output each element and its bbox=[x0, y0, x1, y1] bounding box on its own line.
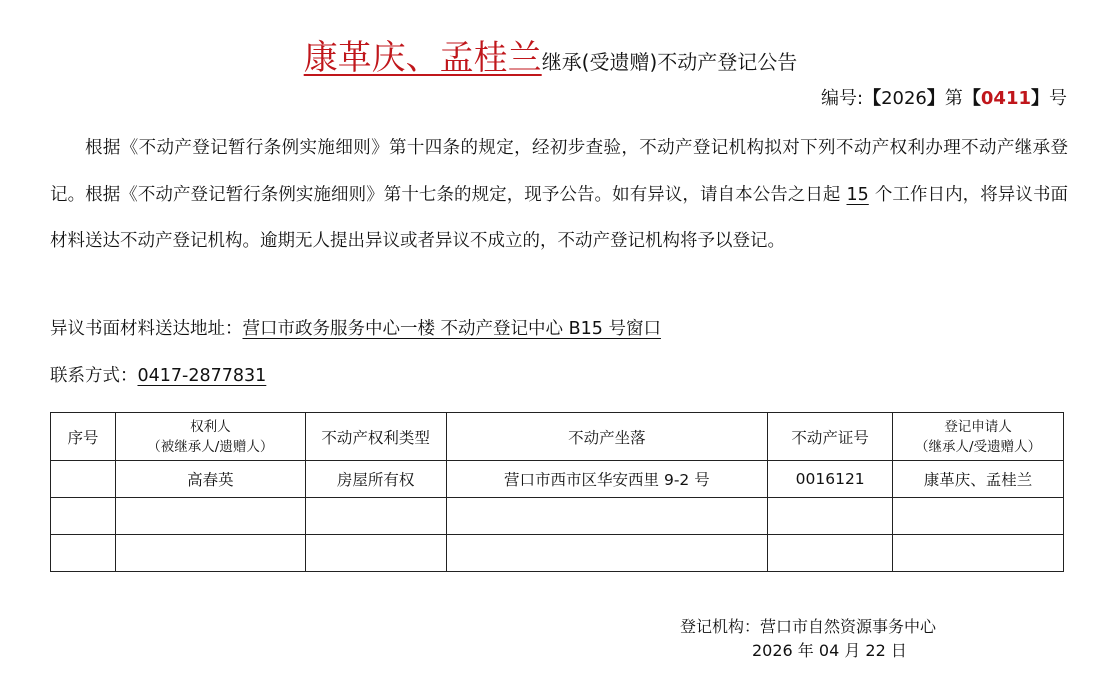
agency-label: 登记机构： bbox=[680, 617, 761, 636]
empty-cell bbox=[768, 498, 893, 535]
header-applicant bbox=[893, 413, 1064, 461]
cell-seq bbox=[51, 461, 116, 498]
title-suffix: 继承(受遗赠)不动产登记公告 bbox=[541, 50, 798, 74]
body-text-part2: 个工作日内，将异议书面材料送达不动产登记机构。逾期无人提出异议或者异议不成立的，不动产登记机构将予以登记。 bbox=[50, 184, 1069, 251]
announcement-date: 2026 年 04 月 22 日 bbox=[752, 641, 907, 660]
doc-serial-number: 0411 bbox=[980, 88, 1031, 109]
objection-days: 15 bbox=[846, 184, 869, 205]
empty-cell bbox=[305, 498, 446, 535]
doc-year-close-bracket: 】 bbox=[926, 88, 945, 109]
empty-cell bbox=[115, 535, 305, 572]
registration-agency bbox=[680, 614, 936, 637]
header-applicant-line1: 登记申请人 bbox=[944, 418, 1012, 435]
empty-cell bbox=[768, 535, 893, 572]
cell-cert-no: 0016121 bbox=[768, 461, 893, 498]
cell-applicant: 康革庆、孟桂兰 bbox=[893, 461, 1064, 498]
header-owner bbox=[115, 413, 305, 461]
document-number bbox=[821, 84, 1067, 110]
announcement-title bbox=[0, 30, 1101, 79]
body-text-part1: 根据《不动产登记暂行条例实施细则》第十四条的规定，经初步查验，不动产登记机构拟对下列不动产权利办理不动产继承登记。根据《不动产登记暂行条例实施细则》第十七条的规定，现予公告。如有异议，请自本公告之日起 bbox=[50, 138, 1068, 205]
table-row bbox=[51, 461, 1064, 498]
doc-number-suffix: 号 bbox=[1049, 88, 1067, 109]
empty-cell bbox=[51, 498, 116, 535]
empty-cell bbox=[115, 498, 305, 535]
contact-label: 联系方式： bbox=[50, 366, 138, 386]
cell-owner: 高春英 bbox=[115, 461, 305, 498]
table-row-empty bbox=[51, 535, 1064, 572]
cell-location: 营口市西市区华安西里 9-2 号 bbox=[446, 461, 768, 498]
cell-right-type: 房屋所有权 bbox=[305, 461, 446, 498]
empty-cell bbox=[893, 535, 1064, 572]
announcement-body bbox=[50, 125, 1068, 265]
header-right-type: 不动产权利类型 bbox=[305, 413, 446, 461]
table-row-empty bbox=[51, 498, 1064, 535]
doc-number-prefix: 编号: bbox=[821, 88, 864, 109]
header-owner-line2: （被继承人/遗赠人） bbox=[147, 438, 274, 455]
address-label: 异议书面材料送达地址： bbox=[50, 319, 243, 339]
table-header-row bbox=[51, 413, 1064, 461]
header-applicant-line2: （继承人/受遗赠人） bbox=[915, 438, 1042, 455]
empty-cell bbox=[446, 535, 768, 572]
doc-num-close-bracket: 】 bbox=[1031, 88, 1049, 109]
empty-cell bbox=[51, 535, 116, 572]
header-cert-no: 不动产证号 bbox=[768, 413, 893, 461]
header-owner-line1: 权利人 bbox=[190, 418, 231, 435]
doc-di: 第 bbox=[944, 88, 963, 109]
header-seq: 序号 bbox=[51, 413, 116, 461]
empty-cell bbox=[893, 498, 1064, 535]
address-value: 营口市政务服务中心一楼 不动产登记中心 B15 号窗口 bbox=[242, 319, 661, 339]
doc-num-open-bracket: 【 bbox=[962, 88, 981, 109]
doc-year: 2026 bbox=[881, 88, 927, 109]
contact-phone: 0417-2877831 bbox=[137, 366, 267, 386]
heir-names: 康革庆、孟桂兰 bbox=[303, 38, 542, 78]
contact-info bbox=[50, 362, 272, 387]
empty-cell bbox=[305, 535, 446, 572]
property-table bbox=[50, 412, 1064, 572]
header-location: 不动产坐落 bbox=[446, 413, 768, 461]
doc-year-open-bracket: 【 bbox=[863, 88, 882, 109]
empty-cell bbox=[446, 498, 768, 535]
agency-name: 营口市自然资源事务中心 bbox=[760, 617, 937, 636]
objection-address bbox=[50, 315, 661, 340]
